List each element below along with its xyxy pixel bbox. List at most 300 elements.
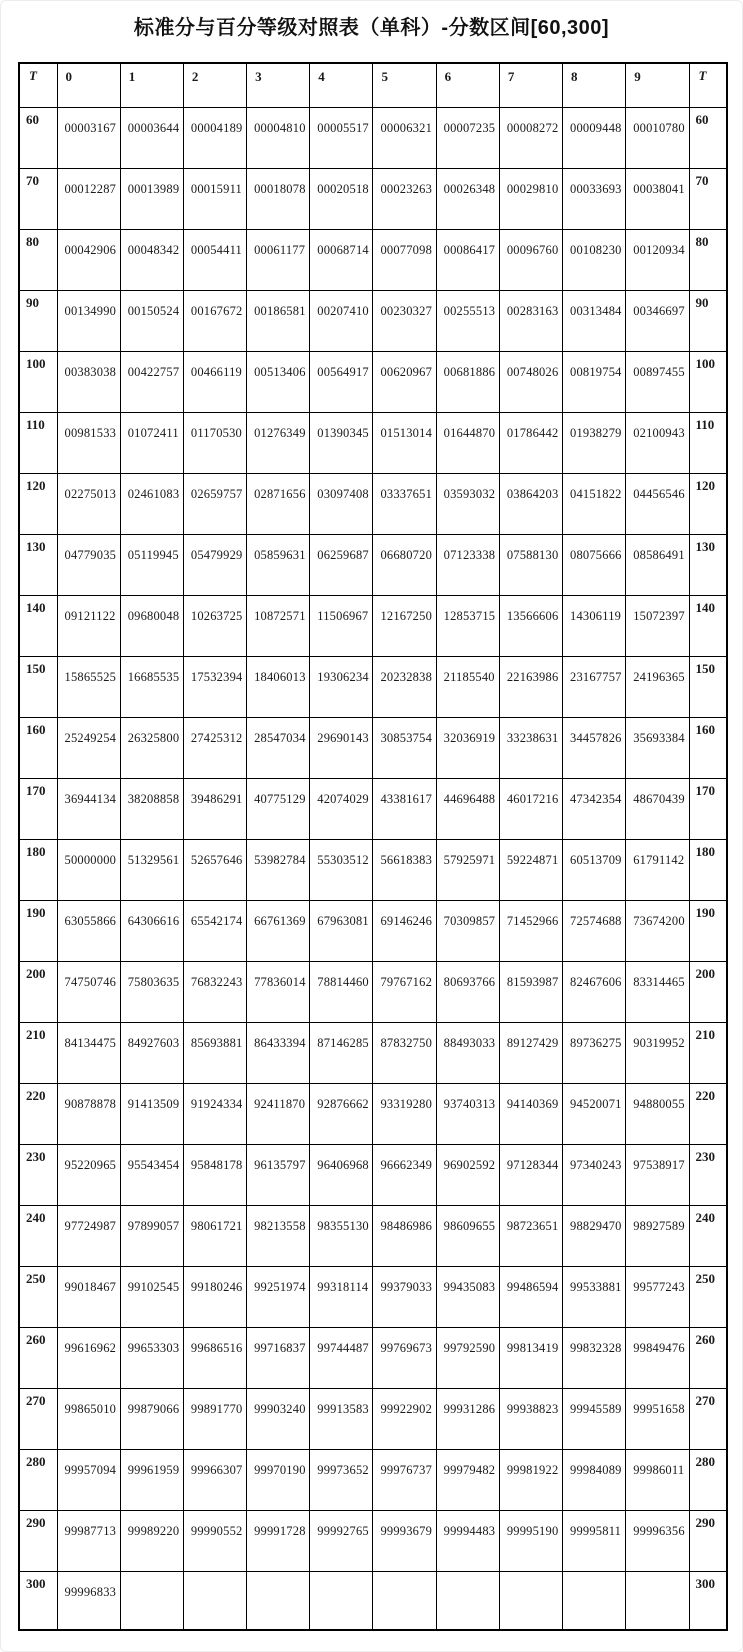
col-header-6: 6 <box>436 63 499 107</box>
value-cell: 99973652 <box>310 1449 373 1510</box>
value-cell: 69146246 <box>373 900 436 961</box>
value-cell: 99653303 <box>120 1327 183 1388</box>
value-cell: 00383038 <box>57 351 120 412</box>
data-row-290 <box>19 1510 727 1571</box>
value-cell: 99435083 <box>436 1266 499 1327</box>
value-cell: 79767162 <box>373 961 436 1022</box>
row-label-right: 300 <box>689 1571 727 1630</box>
row-label-right: 90 <box>689 290 727 351</box>
row-label-left: 170 <box>19 778 57 839</box>
value-cell: 99976737 <box>373 1449 436 1510</box>
value-cell: 00313484 <box>563 290 626 351</box>
value-cell: 00012287 <box>57 168 120 229</box>
value-cell: 96406968 <box>310 1144 373 1205</box>
value-cell: 00620967 <box>373 351 436 412</box>
value-cell: 00009448 <box>563 107 626 168</box>
value-cell: 05859631 <box>247 534 310 595</box>
value-cell: 43381617 <box>373 778 436 839</box>
value-cell: 99891770 <box>183 1388 246 1449</box>
data-row-80 <box>19 229 727 290</box>
row-label-right: 150 <box>689 656 727 717</box>
data-row-260 <box>19 1327 727 1388</box>
value-cell: 02275013 <box>57 473 120 534</box>
value-cell: 75803635 <box>120 961 183 1022</box>
value-cell: 99992765 <box>310 1510 373 1571</box>
value-cell: 95220965 <box>57 1144 120 1205</box>
value-cell: 39486291 <box>183 778 246 839</box>
value-cell: 53982784 <box>247 839 310 900</box>
value-cell: 97538917 <box>626 1144 689 1205</box>
value-cell: 99984089 <box>563 1449 626 1510</box>
col-header-8: 8 <box>563 63 626 107</box>
value-cell: 59224871 <box>499 839 562 900</box>
value-cell: 99913583 <box>310 1388 373 1449</box>
value-cell: 01644870 <box>436 412 499 473</box>
value-cell: 67963081 <box>310 900 373 961</box>
value-cell: 96902592 <box>436 1144 499 1205</box>
value-cell: 81593987 <box>499 961 562 1022</box>
value-cell: 99813419 <box>499 1327 562 1388</box>
value-cell: 97128344 <box>499 1144 562 1205</box>
value-cell <box>183 1571 246 1630</box>
value-cell: 35693384 <box>626 717 689 778</box>
value-cell: 65542174 <box>183 900 246 961</box>
value-cell: 03864203 <box>499 473 562 534</box>
value-cell: 27425312 <box>183 717 246 778</box>
row-label-left: 140 <box>19 595 57 656</box>
value-cell: 33238631 <box>499 717 562 778</box>
value-cell: 00564917 <box>310 351 373 412</box>
value-cell: 94140369 <box>499 1083 562 1144</box>
value-cell: 01276349 <box>247 412 310 473</box>
value-cell: 19306234 <box>310 656 373 717</box>
row-label-right: 110 <box>689 412 727 473</box>
row-label-left: 250 <box>19 1266 57 1327</box>
value-cell: 99957094 <box>57 1449 120 1510</box>
value-cell: 04779035 <box>57 534 120 595</box>
value-cell: 98486986 <box>373 1205 436 1266</box>
value-cell: 99686516 <box>183 1327 246 1388</box>
data-row-70 <box>19 168 727 229</box>
value-cell: 15865525 <box>57 656 120 717</box>
data-row-280 <box>19 1449 727 1510</box>
value-cell: 99379033 <box>373 1266 436 1327</box>
value-cell: 93740313 <box>436 1083 499 1144</box>
table-header <box>19 63 727 107</box>
value-cell: 04456546 <box>626 473 689 534</box>
value-cell: 05479929 <box>183 534 246 595</box>
value-cell: 00134990 <box>57 290 120 351</box>
col-header-9: 9 <box>626 63 689 107</box>
value-cell: 99938823 <box>499 1388 562 1449</box>
value-cell: 98061721 <box>183 1205 246 1266</box>
value-cell: 00068714 <box>310 229 373 290</box>
value-cell: 00513406 <box>247 351 310 412</box>
value-cell: 23167757 <box>563 656 626 717</box>
value-cell: 01390345 <box>310 412 373 473</box>
value-cell: 99018467 <box>57 1266 120 1327</box>
value-cell <box>310 1571 373 1630</box>
row-label-left: 210 <box>19 1022 57 1083</box>
data-row-250 <box>19 1266 727 1327</box>
value-cell: 99990552 <box>183 1510 246 1571</box>
value-cell <box>563 1571 626 1630</box>
value-cell: 08075666 <box>563 534 626 595</box>
row-label-right: 70 <box>689 168 727 229</box>
value-cell: 99744487 <box>310 1327 373 1388</box>
value-cell: 99991728 <box>247 1510 310 1571</box>
value-cell: 99865010 <box>57 1388 120 1449</box>
value-cell: 96662349 <box>373 1144 436 1205</box>
value-cell: 89736275 <box>563 1022 626 1083</box>
value-cell: 29690143 <box>310 717 373 778</box>
value-cell: 00681886 <box>436 351 499 412</box>
value-cell: 26325800 <box>120 717 183 778</box>
value-cell: 00006321 <box>373 107 436 168</box>
score-percentile-table <box>18 62 728 1631</box>
value-cell: 99951658 <box>626 1388 689 1449</box>
row-label-left: 260 <box>19 1327 57 1388</box>
col-header-0: 0 <box>57 63 120 107</box>
row-label-left: 240 <box>19 1205 57 1266</box>
value-cell: 02871656 <box>247 473 310 534</box>
col-header-2: 2 <box>183 63 246 107</box>
value-cell: 28547034 <box>247 717 310 778</box>
page-title: 标准分与百分等级对照表（单科）-分数区间[60,300] <box>133 17 610 39</box>
value-cell: 90319952 <box>626 1022 689 1083</box>
value-cell: 00003167 <box>57 107 120 168</box>
value-cell: 99979482 <box>436 1449 499 1510</box>
row-label-left: 130 <box>19 534 57 595</box>
value-cell: 99251974 <box>247 1266 310 1327</box>
data-row-150 <box>19 656 727 717</box>
value-cell: 00008272 <box>499 107 562 168</box>
value-cell: 98829470 <box>563 1205 626 1266</box>
value-cell: 99986011 <box>626 1449 689 1510</box>
value-cell: 09680048 <box>120 595 183 656</box>
value-cell: 12167250 <box>373 595 436 656</box>
value-cell: 36944134 <box>57 778 120 839</box>
data-row-180 <box>19 839 727 900</box>
data-row-220 <box>19 1083 727 1144</box>
row-label-right: 160 <box>689 717 727 778</box>
value-cell: 13566606 <box>499 595 562 656</box>
col-header-4: 4 <box>310 63 373 107</box>
value-cell: 93319280 <box>373 1083 436 1144</box>
value-cell: 99961959 <box>120 1449 183 1510</box>
value-cell: 34457826 <box>563 717 626 778</box>
value-cell: 99996356 <box>626 1510 689 1571</box>
value-cell: 14306119 <box>563 595 626 656</box>
value-cell: 02100943 <box>626 412 689 473</box>
value-cell: 00003644 <box>120 107 183 168</box>
value-cell: 84927603 <box>120 1022 183 1083</box>
row-label-right: 260 <box>689 1327 727 1388</box>
value-cell: 00038041 <box>626 168 689 229</box>
value-cell: 99903240 <box>247 1388 310 1449</box>
value-cell: 00086417 <box>436 229 499 290</box>
value-cell: 91413509 <box>120 1083 183 1144</box>
data-row-60 <box>19 107 727 168</box>
row-label-left: 90 <box>19 290 57 351</box>
value-cell: 00422757 <box>120 351 183 412</box>
row-label-left: 230 <box>19 1144 57 1205</box>
row-label-right: 240 <box>689 1205 727 1266</box>
value-cell: 87832750 <box>373 1022 436 1083</box>
value-cell: 00013989 <box>120 168 183 229</box>
value-cell: 00004810 <box>247 107 310 168</box>
data-row-300 <box>19 1571 727 1630</box>
value-cell: 00029810 <box>499 168 562 229</box>
value-cell: 03593032 <box>436 473 499 534</box>
value-cell: 92411870 <box>247 1083 310 1144</box>
value-cell: 64306616 <box>120 900 183 961</box>
value-cell: 95543454 <box>120 1144 183 1205</box>
value-cell: 00819754 <box>563 351 626 412</box>
row-label-right: 220 <box>689 1083 727 1144</box>
value-cell: 83314465 <box>626 961 689 1022</box>
value-cell: 00004189 <box>183 107 246 168</box>
value-cell: 99879066 <box>120 1388 183 1449</box>
row-label-right: 230 <box>689 1144 727 1205</box>
value-cell: 97724987 <box>57 1205 120 1266</box>
value-cell: 03337651 <box>373 473 436 534</box>
value-cell: 99970190 <box>247 1449 310 1510</box>
value-cell: 47342354 <box>563 778 626 839</box>
value-cell: 25249254 <box>57 717 120 778</box>
value-cell: 82467606 <box>563 961 626 1022</box>
value-cell: 01513014 <box>373 412 436 473</box>
value-cell: 72574688 <box>563 900 626 961</box>
value-cell: 99792590 <box>436 1327 499 1388</box>
value-cell: 88493033 <box>436 1022 499 1083</box>
value-cell: 99945589 <box>563 1388 626 1449</box>
data-row-200 <box>19 961 727 1022</box>
value-cell: 99995190 <box>499 1510 562 1571</box>
value-cell: 00120934 <box>626 229 689 290</box>
row-label-right: 60 <box>689 107 727 168</box>
value-cell: 73674200 <box>626 900 689 961</box>
value-cell: 48670439 <box>626 778 689 839</box>
value-cell: 00748026 <box>499 351 562 412</box>
value-cell: 00033693 <box>563 168 626 229</box>
value-cell: 56618383 <box>373 839 436 900</box>
value-cell: 01170530 <box>183 412 246 473</box>
value-cell: 77836014 <box>247 961 310 1022</box>
value-cell: 99318114 <box>310 1266 373 1327</box>
value-cell: 12853715 <box>436 595 499 656</box>
value-cell: 99995811 <box>563 1510 626 1571</box>
value-cell: 00255513 <box>436 290 499 351</box>
data-row-90 <box>19 290 727 351</box>
value-cell: 01938279 <box>563 412 626 473</box>
value-cell: 00346697 <box>626 290 689 351</box>
value-cell: 00096760 <box>499 229 562 290</box>
row-label-right: 250 <box>689 1266 727 1327</box>
value-cell: 70309857 <box>436 900 499 961</box>
value-cell: 03097408 <box>310 473 373 534</box>
row-label-left: 60 <box>19 107 57 168</box>
value-cell: 07123338 <box>436 534 499 595</box>
value-cell: 09121122 <box>57 595 120 656</box>
data-row-160 <box>19 717 727 778</box>
value-cell: 91924334 <box>183 1083 246 1144</box>
value-cell <box>436 1571 499 1630</box>
data-row-270 <box>19 1388 727 1449</box>
value-cell: 74750746 <box>57 961 120 1022</box>
value-cell: 71452966 <box>499 900 562 961</box>
value-cell: 99994483 <box>436 1510 499 1571</box>
value-cell: 99987713 <box>57 1510 120 1571</box>
value-cell: 00018078 <box>247 168 310 229</box>
corner-cell-left: T <box>19 63 57 107</box>
value-cell: 06259687 <box>310 534 373 595</box>
value-cell: 85693881 <box>183 1022 246 1083</box>
value-cell: 96135797 <box>247 1144 310 1205</box>
value-cell: 98927589 <box>626 1205 689 1266</box>
value-cell: 61791142 <box>626 839 689 900</box>
value-cell: 32036919 <box>436 717 499 778</box>
value-cell <box>499 1571 562 1630</box>
value-cell: 44696488 <box>436 778 499 839</box>
value-cell: 99922902 <box>373 1388 436 1449</box>
value-cell: 02461083 <box>120 473 183 534</box>
value-cell: 05119945 <box>120 534 183 595</box>
row-label-right: 180 <box>689 839 727 900</box>
value-cell: 00042906 <box>57 229 120 290</box>
value-cell: 01072411 <box>120 412 183 473</box>
value-cell: 84134475 <box>57 1022 120 1083</box>
value-cell <box>120 1571 183 1630</box>
row-label-right: 130 <box>689 534 727 595</box>
value-cell: 89127429 <box>499 1022 562 1083</box>
row-label-right: 270 <box>689 1388 727 1449</box>
value-cell: 42074029 <box>310 778 373 839</box>
row-label-left: 270 <box>19 1388 57 1449</box>
value-cell: 00150524 <box>120 290 183 351</box>
value-cell: 40775129 <box>247 778 310 839</box>
value-cell: 66761369 <box>247 900 310 961</box>
value-cell: 97340243 <box>563 1144 626 1205</box>
row-label-left: 100 <box>19 351 57 412</box>
row-label-left: 180 <box>19 839 57 900</box>
value-cell: 86433394 <box>247 1022 310 1083</box>
value-cell: 99996833 <box>57 1571 120 1630</box>
value-cell: 00048342 <box>120 229 183 290</box>
value-cell: 04151822 <box>563 473 626 534</box>
value-cell: 22163986 <box>499 656 562 717</box>
value-cell: 94520071 <box>563 1083 626 1144</box>
data-row-170 <box>19 778 727 839</box>
value-cell: 51329561 <box>120 839 183 900</box>
value-cell: 00005517 <box>310 107 373 168</box>
value-cell: 38208858 <box>120 778 183 839</box>
value-cell: 50000000 <box>57 839 120 900</box>
row-label-right: 280 <box>689 1449 727 1510</box>
value-cell: 20232838 <box>373 656 436 717</box>
value-cell: 78814460 <box>310 961 373 1022</box>
value-cell: 99931286 <box>436 1388 499 1449</box>
row-label-left: 80 <box>19 229 57 290</box>
row-label-right: 290 <box>689 1510 727 1571</box>
row-label-right: 170 <box>689 778 727 839</box>
value-cell: 07588130 <box>499 534 562 595</box>
value-cell <box>373 1571 436 1630</box>
row-label-left: 290 <box>19 1510 57 1571</box>
row-label-left: 220 <box>19 1083 57 1144</box>
value-cell: 52657646 <box>183 839 246 900</box>
value-cell: 99102545 <box>120 1266 183 1327</box>
value-cell: 99769673 <box>373 1327 436 1388</box>
data-row-230 <box>19 1144 727 1205</box>
value-cell: 98723651 <box>499 1205 562 1266</box>
data-row-140 <box>19 595 727 656</box>
value-cell: 87146285 <box>310 1022 373 1083</box>
value-cell: 76832243 <box>183 961 246 1022</box>
value-cell: 00077098 <box>373 229 436 290</box>
value-cell: 00007235 <box>436 107 499 168</box>
row-label-right: 120 <box>689 473 727 534</box>
value-cell: 90878878 <box>57 1083 120 1144</box>
value-cell: 99616962 <box>57 1327 120 1388</box>
row-label-right: 210 <box>689 1022 727 1083</box>
value-cell: 08586491 <box>626 534 689 595</box>
value-cell: 00207410 <box>310 290 373 351</box>
row-label-left: 200 <box>19 961 57 1022</box>
value-cell: 10872571 <box>247 595 310 656</box>
value-cell: 00897455 <box>626 351 689 412</box>
data-row-190 <box>19 900 727 961</box>
value-cell: 60513709 <box>563 839 626 900</box>
row-label-left: 280 <box>19 1449 57 1510</box>
table-body <box>19 107 727 1630</box>
value-cell: 99180246 <box>183 1266 246 1327</box>
value-cell: 99577243 <box>626 1266 689 1327</box>
row-label-right: 190 <box>689 900 727 961</box>
value-cell: 99832328 <box>563 1327 626 1388</box>
corner-cell-right: T <box>689 63 727 107</box>
value-cell: 98609655 <box>436 1205 499 1266</box>
value-cell: 00466119 <box>183 351 246 412</box>
row-label-left: 120 <box>19 473 57 534</box>
row-label-left: 300 <box>19 1571 57 1630</box>
row-label-right: 200 <box>689 961 727 1022</box>
row-label-right: 80 <box>689 229 727 290</box>
value-cell: 21185540 <box>436 656 499 717</box>
col-header-5: 5 <box>373 63 436 107</box>
value-cell: 80693766 <box>436 961 499 1022</box>
value-cell: 99533881 <box>563 1266 626 1327</box>
value-cell: 00026348 <box>436 168 499 229</box>
value-cell: 02659757 <box>183 473 246 534</box>
row-label-left: 110 <box>19 412 57 473</box>
value-cell: 06680720 <box>373 534 436 595</box>
value-cell: 00283163 <box>499 290 562 351</box>
value-cell: 00061177 <box>247 229 310 290</box>
value-cell: 92876662 <box>310 1083 373 1144</box>
col-header-7: 7 <box>499 63 562 107</box>
value-cell: 94880055 <box>626 1083 689 1144</box>
col-header-3: 3 <box>247 63 310 107</box>
data-row-110 <box>19 412 727 473</box>
row-label-left: 70 <box>19 168 57 229</box>
value-cell <box>626 1571 689 1630</box>
value-cell: 00010780 <box>626 107 689 168</box>
data-row-120 <box>19 473 727 534</box>
value-cell: 95848178 <box>183 1144 246 1205</box>
value-cell: 00054411 <box>183 229 246 290</box>
value-cell <box>247 1571 310 1630</box>
